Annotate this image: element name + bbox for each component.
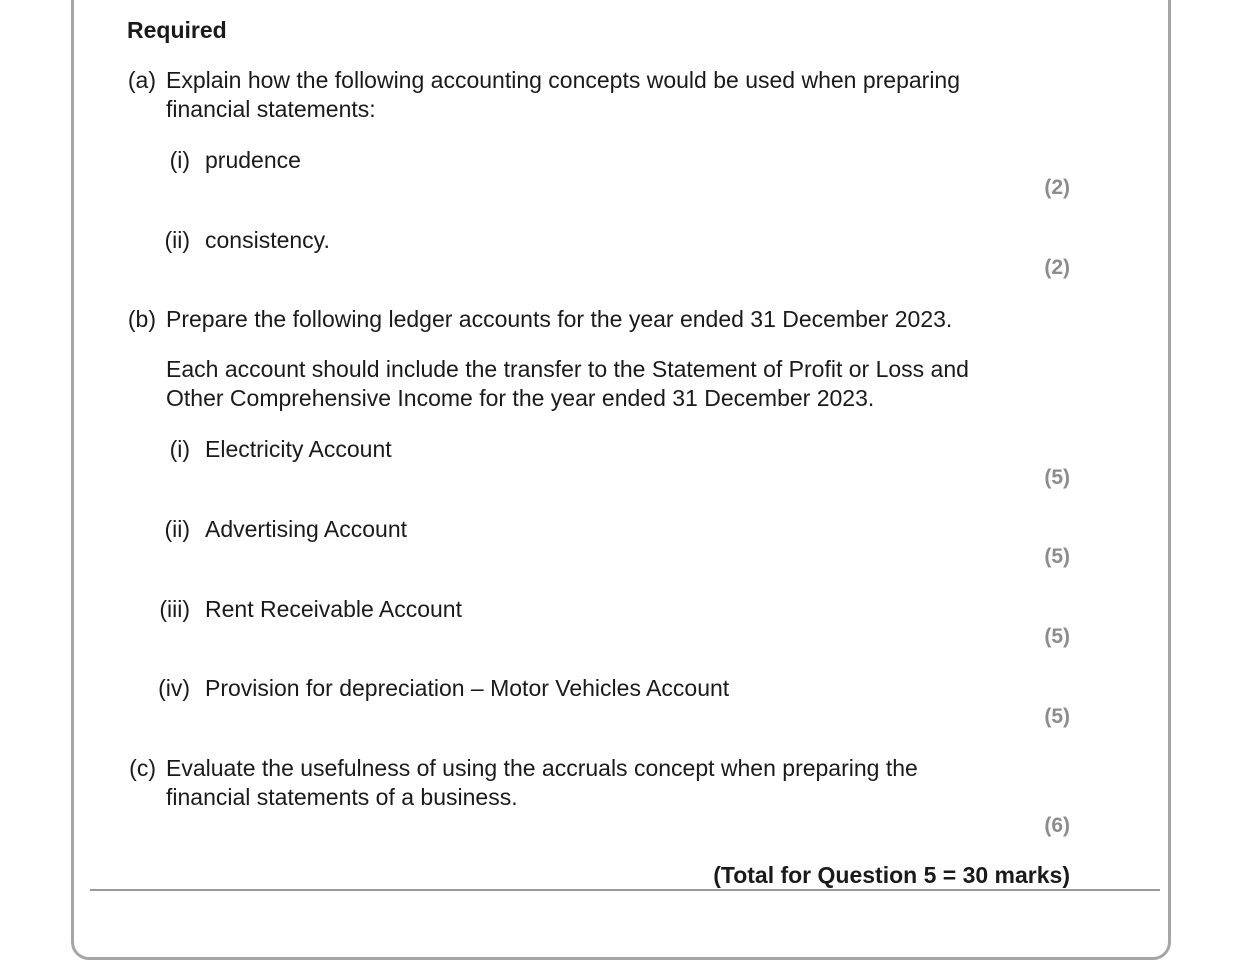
part-b-text: Prepare the following ledger accounts for the year ended 31 December 2023. bbox=[166, 306, 953, 332]
part-b-iv-marks: (5) bbox=[1044, 705, 1070, 728]
part-b-iv-label: (iv) bbox=[158, 675, 190, 701]
question-total: (Total for Question 5 = 30 marks) bbox=[713, 862, 1070, 888]
part-b-i-marks: (5) bbox=[1044, 466, 1070, 489]
part-a-ii-marks: (2) bbox=[1044, 256, 1070, 279]
part-c-text-line1: Evaluate the usefulness of using the accruals concept when preparing the bbox=[166, 755, 918, 781]
part-b-note-line2: Other Comprehensive Income for the year ended 31 December 2023. bbox=[166, 385, 875, 411]
part-b-ii-text: Advertising Account bbox=[205, 516, 408, 542]
part-b-i-label: (i) bbox=[169, 436, 190, 462]
part-b-ii-label: (ii) bbox=[164, 516, 190, 542]
part-a-i-label: (i) bbox=[169, 147, 190, 173]
part-a-text-line1: Explain how the following accounting concepts would be used when preparing bbox=[166, 67, 961, 93]
part-b-note-line1: Each account should include the transfer to the Statement of Profit or Loss and bbox=[166, 356, 969, 382]
part-c-marks: (6) bbox=[1044, 814, 1070, 837]
part-c-label: (c) bbox=[129, 755, 156, 781]
part-b-iv-text: Provision for depreciation – Motor Vehicles Account bbox=[205, 675, 730, 701]
part-b-ii-marks: (5) bbox=[1044, 545, 1070, 568]
part-b-i-text: Electricity Account bbox=[205, 436, 392, 462]
part-b-iii-label: (iii) bbox=[159, 596, 190, 622]
part-b-iii-text: Rent Receivable Account bbox=[205, 596, 462, 622]
part-a-label: (a) bbox=[127, 67, 156, 93]
part-a-text-line2: financial statements: bbox=[166, 96, 376, 122]
part-a-i-text: prudence bbox=[205, 147, 301, 173]
part-c-text-line2: financial statements of a business. bbox=[166, 784, 518, 810]
part-a-ii-label: (ii) bbox=[164, 227, 190, 253]
part-a-i-marks: (2) bbox=[1044, 176, 1070, 199]
page-border bbox=[71, 0, 1171, 960]
part-b-label: (b) bbox=[127, 306, 156, 332]
divider-line bbox=[90, 889, 1160, 891]
section-heading: Required bbox=[127, 17, 227, 43]
part-a-ii-text: consistency. bbox=[205, 227, 330, 253]
part-b-iii-marks: (5) bbox=[1044, 625, 1070, 648]
